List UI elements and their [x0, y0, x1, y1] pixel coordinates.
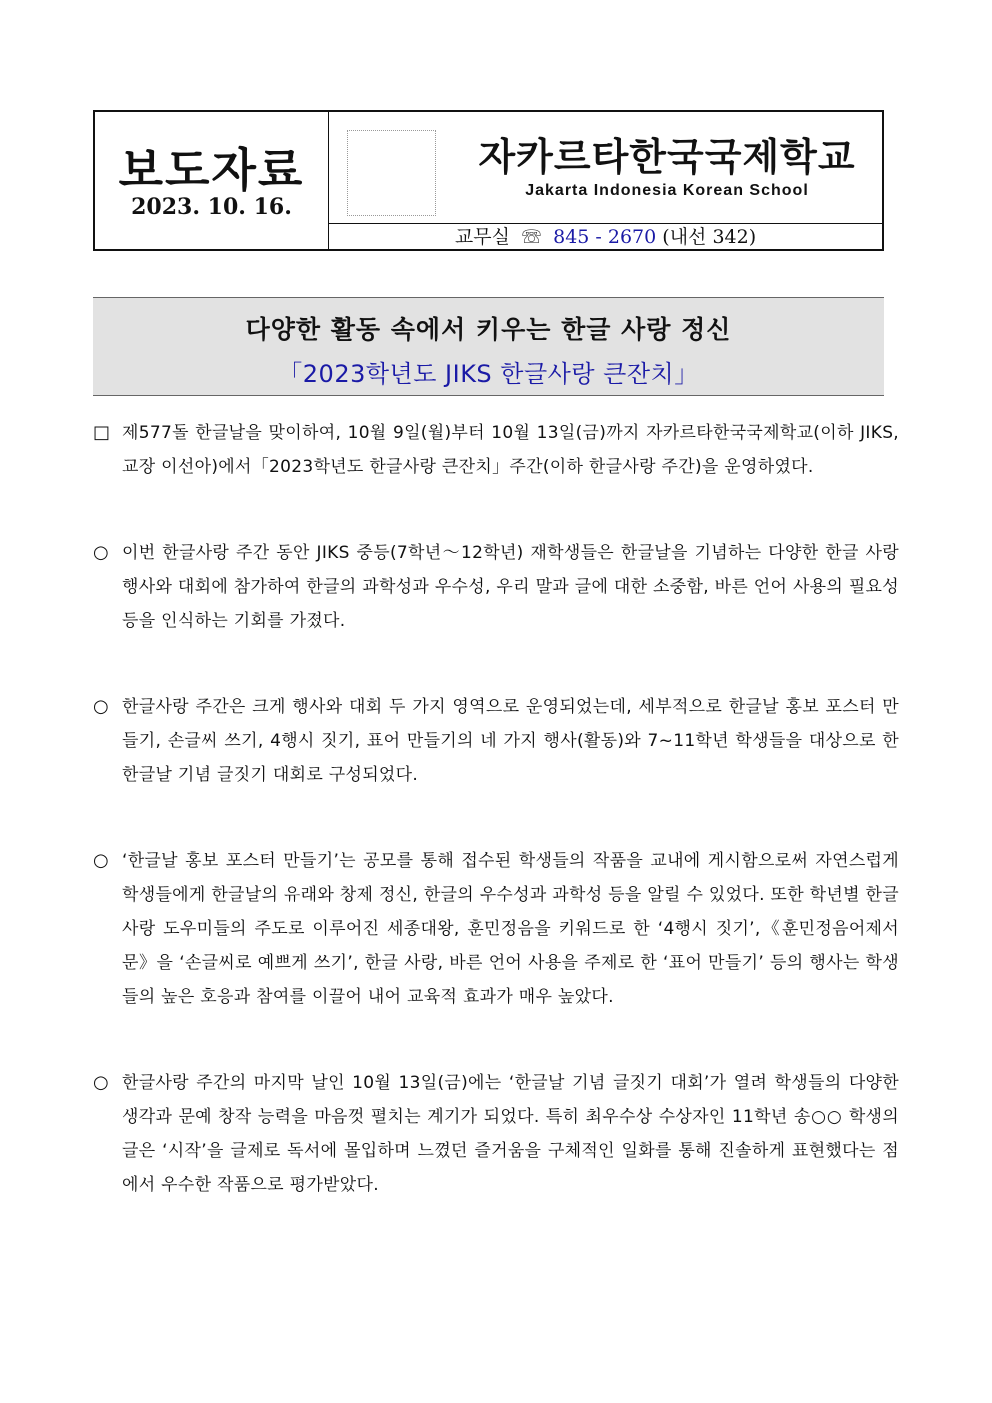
- paragraph-text: 제577돌 한글날을 맞이하여, 10월 9일(월)부터 10월 13일(금)까지 자카르타한국국제학교(이하 JIKS, 교장 이선아)에서「2023학년도 한글사랑 큰잔치」주간(이하 한글사랑 주간)을 운영하였다.: [122, 423, 899, 477]
- paragraph: [93, 1066, 899, 1202]
- release-date: 2023. 10. 16.: [131, 194, 292, 220]
- paragraph: [93, 536, 899, 638]
- headline-box: [93, 297, 884, 396]
- phone-number: 845 - 2670: [553, 226, 657, 248]
- paragraph: [93, 690, 899, 792]
- headline: 다양한 활동 속에서 키우는 한글 사랑 정신: [245, 315, 732, 344]
- telephone-icon: ☏: [515, 226, 548, 248]
- paragraph-text: 한글사랑 주간은 크게 행사와 대회 두 가지 영역으로 운영되었는데, 세부적으로 한글날 홍보 포스터 만들기, 손글씨 쓰기, 4행시 짓기, 표어 만들기의 네 가지 행사(활동)와 7~11학년 학생들을 대상으로 한 한글날 기념 글짓기 대회로 구성되었다.: [122, 697, 899, 785]
- paragraph-text: ‘한글날 홍보 포스터 만들기’는 공모를 통해 접수된 학생들의 작품을 교내에 게시함으로써 자연스럽게 학생들에게 한글날의 유래와 창제 정신, 한글의 우수성과 과학성 등을 알릴 수 있었다. 또한 학년별 한글사랑 도우미들의 주도로 이루어진 세종대왕, 훈민정음을 키워드로 한 ‘4행시 짓기’,《훈민정음어제서문》을 ‘손글씨로 예쁘게 쓰기’, 한글 사랑, 바른 언어 사용을 주제로 한 ‘표어 만들기’ 등의 행사는 학생들의 높은 호응과 참여를 이끌어 내어 교육적 효과가 매우 높았다.: [122, 851, 899, 1007]
- paragraph: [93, 844, 899, 1014]
- phone-label: 교무실: [454, 226, 510, 248]
- contact-row: [329, 224, 882, 251]
- school-cell: [329, 112, 882, 224]
- header-table: [93, 110, 884, 251]
- article-body: [93, 416, 899, 1254]
- subheadline: 「2023학년도 JIKS 한글사랑 큰잔치」: [278, 360, 699, 388]
- paragraph: [93, 416, 899, 484]
- paragraph-text: 한글사랑 주간의 마지막 날인 10월 13일(금)에는 ‘한글날 기념 글짓기 대회’가 열려 학생들의 다양한 생각과 문예 창작 능력을 마음껏 펼치는 계기가 되었다. 특히 최우수상 수상자인 11학년 송○○ 학생의 글은 ‘시작’을 글제로 독서에 몰입하며 느꼈던 즐거움을 구체적인 일화를 통해 진솔하게 표현했다는 점에서 우수한 작품으로 평가받았다.: [122, 1073, 899, 1195]
- bullet-circle: ○: [93, 850, 110, 871]
- bullet-circle: ○: [93, 696, 110, 717]
- school-english-name: Jakarta Indonesia Korean School: [525, 182, 809, 199]
- bullet-circle: ○: [93, 1072, 110, 1093]
- press-release-cell: [95, 112, 329, 249]
- paragraph-text: 이번 한글사랑 주간 동안 JIKS 중등(7학년～12학년) 재학생들은 한글날을 기념하는 다양한 한글 사랑 행사와 대회에 참가하여 한글의 과학성과 우수성, 우리 말과 글에 대한 소중함, 바른 언어 사용의 필요성 등을 인식하는 기회를 가졌다.: [122, 543, 899, 631]
- phone-extension: (내선 342): [662, 226, 757, 248]
- school-logo-placeholder: [347, 130, 436, 216]
- bullet-square: □: [93, 422, 111, 443]
- school-name: 자카르타한국국제학교: [478, 135, 856, 179]
- press-release-title: 보도자료: [118, 143, 305, 197]
- bullet-circle: ○: [93, 542, 110, 563]
